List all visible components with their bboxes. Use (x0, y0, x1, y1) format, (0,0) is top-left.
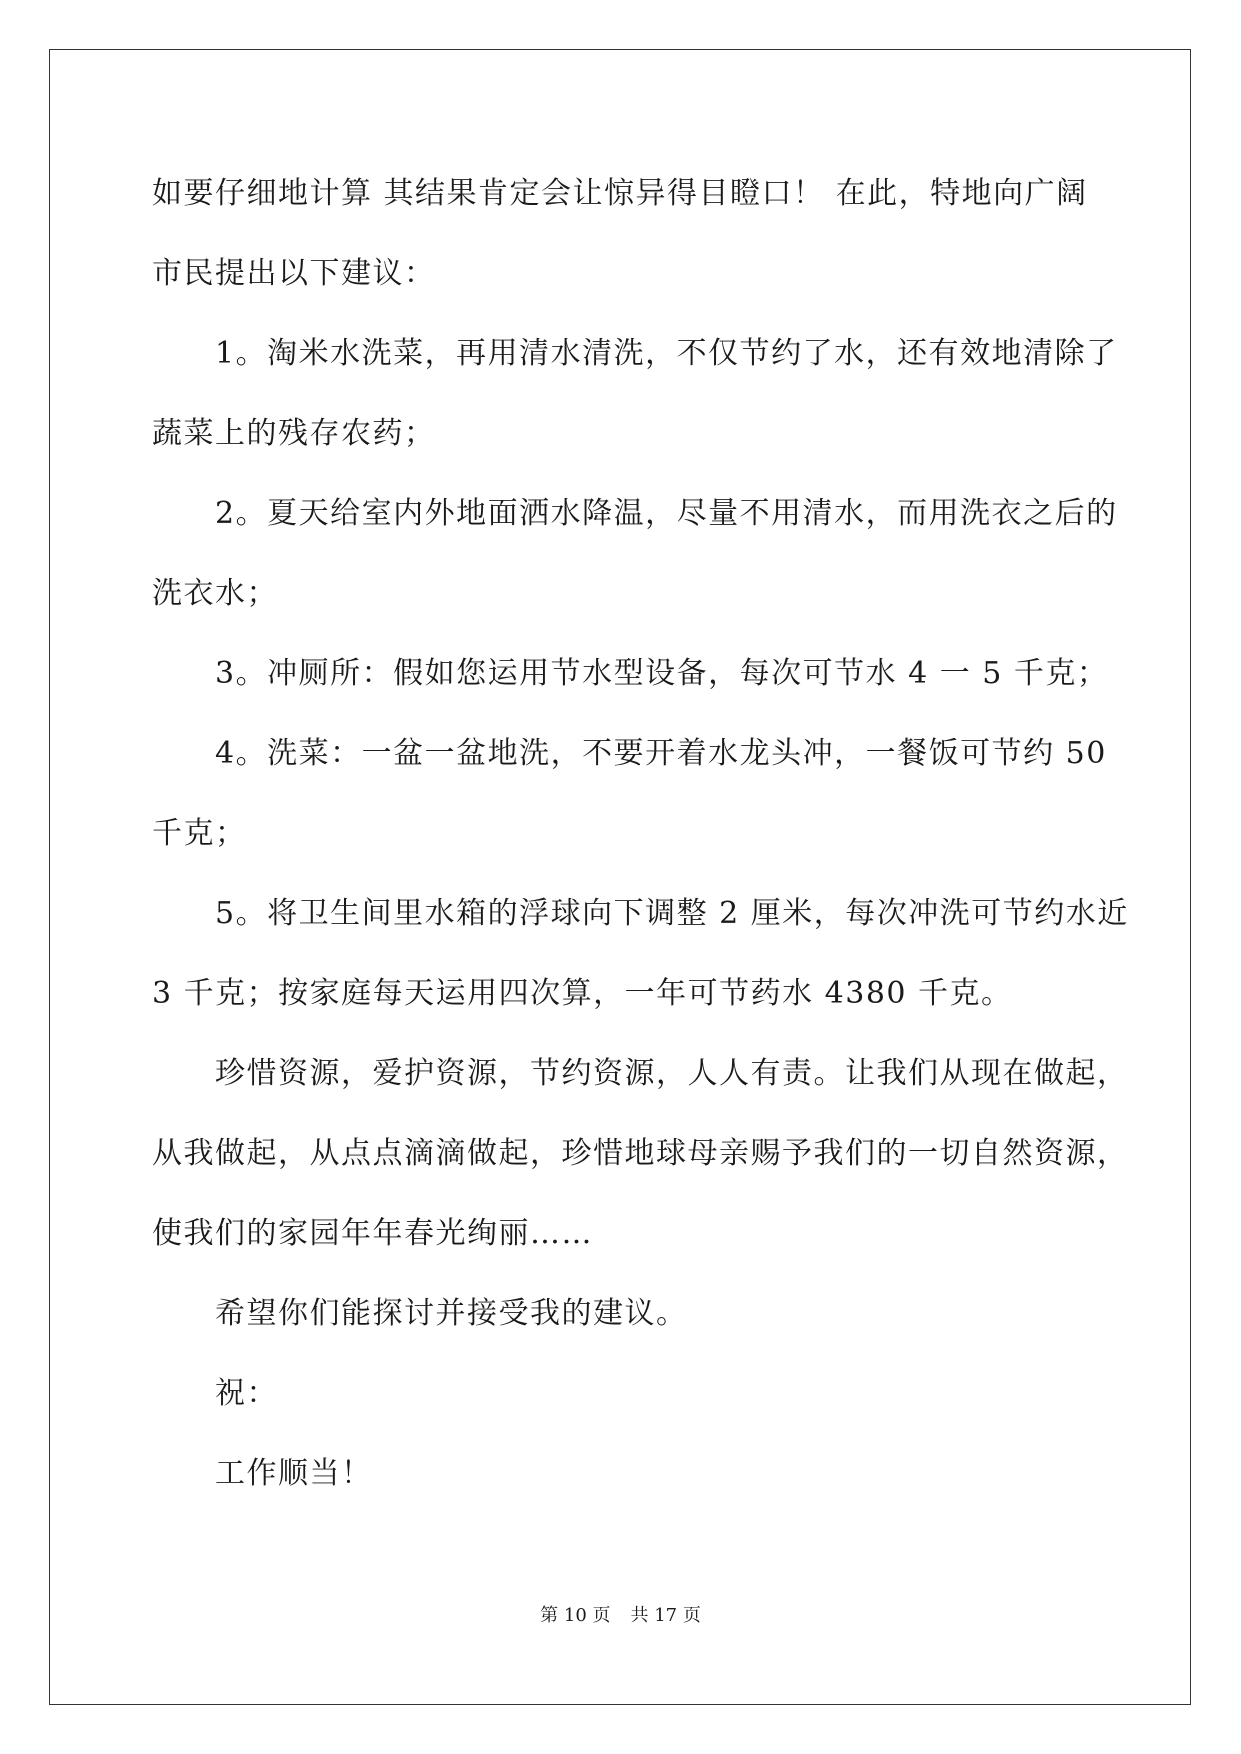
list-item-2: 2。夏天给室内外地面洒水降温，尽量不用清水，而用洗衣之后的 (215, 496, 1118, 531)
closing-wish: 工作顺当！ (215, 1456, 373, 1491)
total-pages: 共 17 页 (630, 1605, 701, 1626)
page-footer (0, 1604, 1241, 1628)
text-line: 蔬菜上的残存农药； (152, 416, 436, 451)
closing-salutation: 祝： (215, 1376, 278, 1411)
text-line: 从我做起，从点点滴滴做起，珍惜地球母亲赐予我们的一切自然资源， (152, 1136, 1129, 1171)
paragraph-start: 珍惜资源，爱护资源，节约资源，人人有责。让我们从现在做起， (215, 1056, 1129, 1091)
list-item-4: 4。洗菜：一盆一盆地洗，不要开着水龙头冲，一餐饭可节约 50 (215, 736, 1107, 771)
list-item-1: 1。淘米水洗菜，再用清水清洗，不仅节约了水，还有效地清除了 (215, 336, 1118, 371)
list-item-5: 5。将卫生间里水箱的浮球向下调整 2 厘米，每次冲洗可节约水近 (215, 896, 1129, 931)
list-item-3: 3。冲厕所：假如您运用节水型设备，每次可节水 4 一 5 千克； (215, 656, 1109, 691)
paragraph-start: 希望你们能探讨并接受我的建议。 (215, 1296, 688, 1331)
page-number: 第 10 页 (540, 1605, 611, 1626)
text-line: 3 千克；按家庭每天运用四次算，一年可节药水 4380 千克。 (152, 976, 1013, 1011)
text-line: 千克； (152, 816, 247, 851)
text-line: 洗衣水； (152, 576, 278, 611)
text-line: 使我们的家园年年春光绚丽…… (152, 1216, 593, 1251)
text-line: 如要仔细地计算 其结果肯定会让惊异得目瞪口！ 在此，特地向广阔 (152, 176, 1088, 211)
text-line: 市民提出以下建议： (152, 256, 436, 291)
